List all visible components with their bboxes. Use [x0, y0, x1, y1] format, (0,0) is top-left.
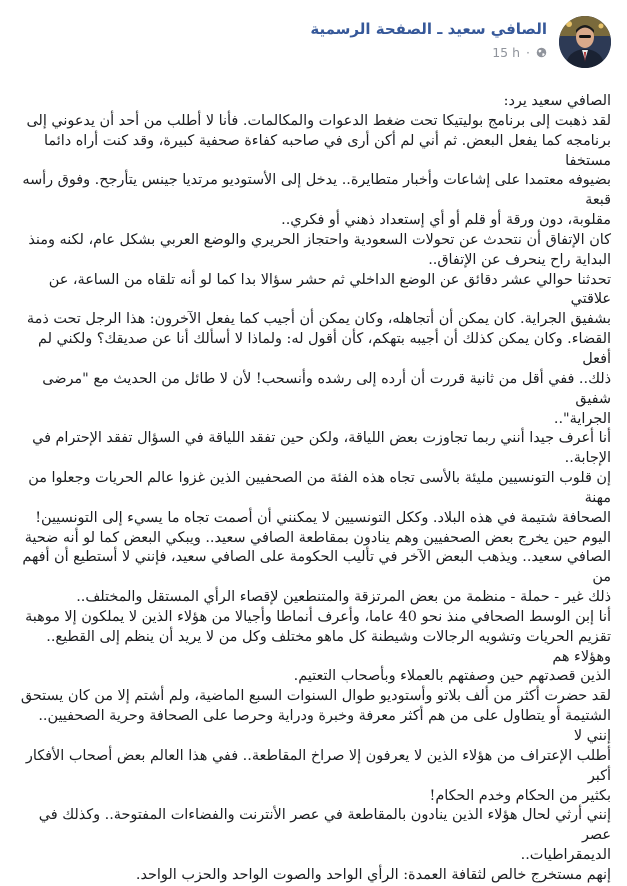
post-paragraph-8: إنني أرثي لحال هؤلاء الذين ينادون بالمقاطعة في عصر الأنترنت والفضاءات المفتوحة.. وكذلك في عصر الديمقراطيات.. [38, 807, 611, 864]
page-name-link[interactable]: الصافي سعيد ـ الصفحة الرسمية [310, 20, 547, 38]
avatar-portrait-icon [559, 16, 611, 68]
post-paragraph-3: تحدثنا حوالي عشر دقائق عن الوضع الداخلي ثم حشر سؤالا بدا كما لو أنه تلقاه من الساعة، عن علاقتي بشفيق الجراية. كان يمكن أن أتجاهله، وكان يمكن أن أجيب كما يفعل الآخرون: هذا الرجل تحت ذمة القضاء. وكان يمكن كذلك أن أجيبه بتهكم، كأن أقول له: ولماذا لا أسألك أنا عن صديقك؟ ولكني لم أفعل ذلك.. ففي أقل من ثانية قررت أن أرده إلى رشده وأنسحب! لأن لا طائل من الحديث مع "مرضى شفيق الجراية".. [26, 271, 611, 427]
post-body [14, 92, 611, 886]
globe-icon [536, 47, 547, 58]
post-paragraph-1: الصافي سعيد يرد: لقد ذهبت إلى برنامج بوليتيكا تحت ضغط الدعوات والمكالمات. فأنا لا أطلب من أحد أن يدعوني إلى برنامجه كما يفعل البعض. ثم أني لم أكن أرى في صاحبه كفاءة صحفية كبيرة، وقد كنت أراه دائما مستخفا بضيوفه معتمدا على إشاعات وأخبار متطايرة.. يدخل إلى الأستوديو مرتديا جينس يتأرجح. وفوق رأسه قبعة مقلوبة، دون ورقة أو قلم أو أي إستعداد ذهني أو فكري.. [22, 93, 611, 229]
post-meta [492, 45, 547, 60]
meta-separator-dot: · [526, 45, 530, 60]
post-paragraph-4: أنا أعرف جيدا أنني ربما تجاوزت بعض اللياقة، ولكن حين تفقد اللياقة في السؤال تفقد الإحترام في الإجابة.. إن قلوب التونسيين مليئة بالأسى تجاه هذه الفئة من الصحفيين الذين غزوا عالم الحريات وجعلوا من مهنة الصحافة شتيمة في هذه البلاد. وككل التونسيين لا يمكنني أن أصمت تجاه ما يسيء إلى التونسيين! [28, 430, 611, 526]
post-paragraph-9: إنهم مستخرج خالص لثقافة العمدة: الرأي الواحد والصوت الواحد والحزب الواحد. [135, 866, 611, 883]
post-paragraph-7: لقد حضرت أكثر من ألف بلاتو وأستوديو طوال السنوات السبع الماضية، ولم أشتم إلا من كان يستحق الشتيمة أو يتطاول على من هم أكثر معرفة وخبرة ودراية وحرصا على الصحافة وحرية الصحفيين.. إنني لا أطلب الإعتراف من هؤلاء الذين لا يعرفون إلا صراخ المقاطعة.. ففي هذا العالم بعض أصحاب الأفكار أكبر بكثير من الحكام وخدم الحكام! [20, 688, 611, 804]
page-avatar[interactable] [559, 16, 611, 68]
post-paragraph-2: كان الإتفاق أن نتحدث عن تحولات السعودية واحتجاز الحريري والوضع العربي بشكل عام، لكنه ومنذ البداية راح ينحرف عن الإتفاق.. [28, 231, 611, 268]
post-paragraph-5: اليوم حين يخرج بعض الصحفيين وهم ينادون بمقاطعة الصافي سعيد.. ويبكي البعض كما لو أنه ضحية الصافي سعيد.. ويذهب البعض الآخر في تأليب الحكومة على الصافي سعيد، فإنني لا أستطيع أن أفهم من ذلك غير - حملة - منظمة من بعض المرتزقة والمتنطعين لإقصاء الرأي المستقل والمختلف.. [22, 529, 611, 606]
post-paragraph-6: أنا إبن الوسط الصحافي منذ نحو 40 عاما، وأعرف أنماطا وأجيالا من هؤلاء الذين لا يملكون إلا موهبة تقزيم الحريات وتشويه الرجالات وشيطنة كل ماهو مختلف وكل من لا يريد أن ينظم إلى القطيع.. وهؤلاء هم الذين قصدتهم حين وصفتهم بالعملاء وبأصحاب التعتيم. [25, 608, 611, 685]
post-header [0, 0, 627, 84]
post-timestamp[interactable]: 15 h [492, 45, 521, 60]
